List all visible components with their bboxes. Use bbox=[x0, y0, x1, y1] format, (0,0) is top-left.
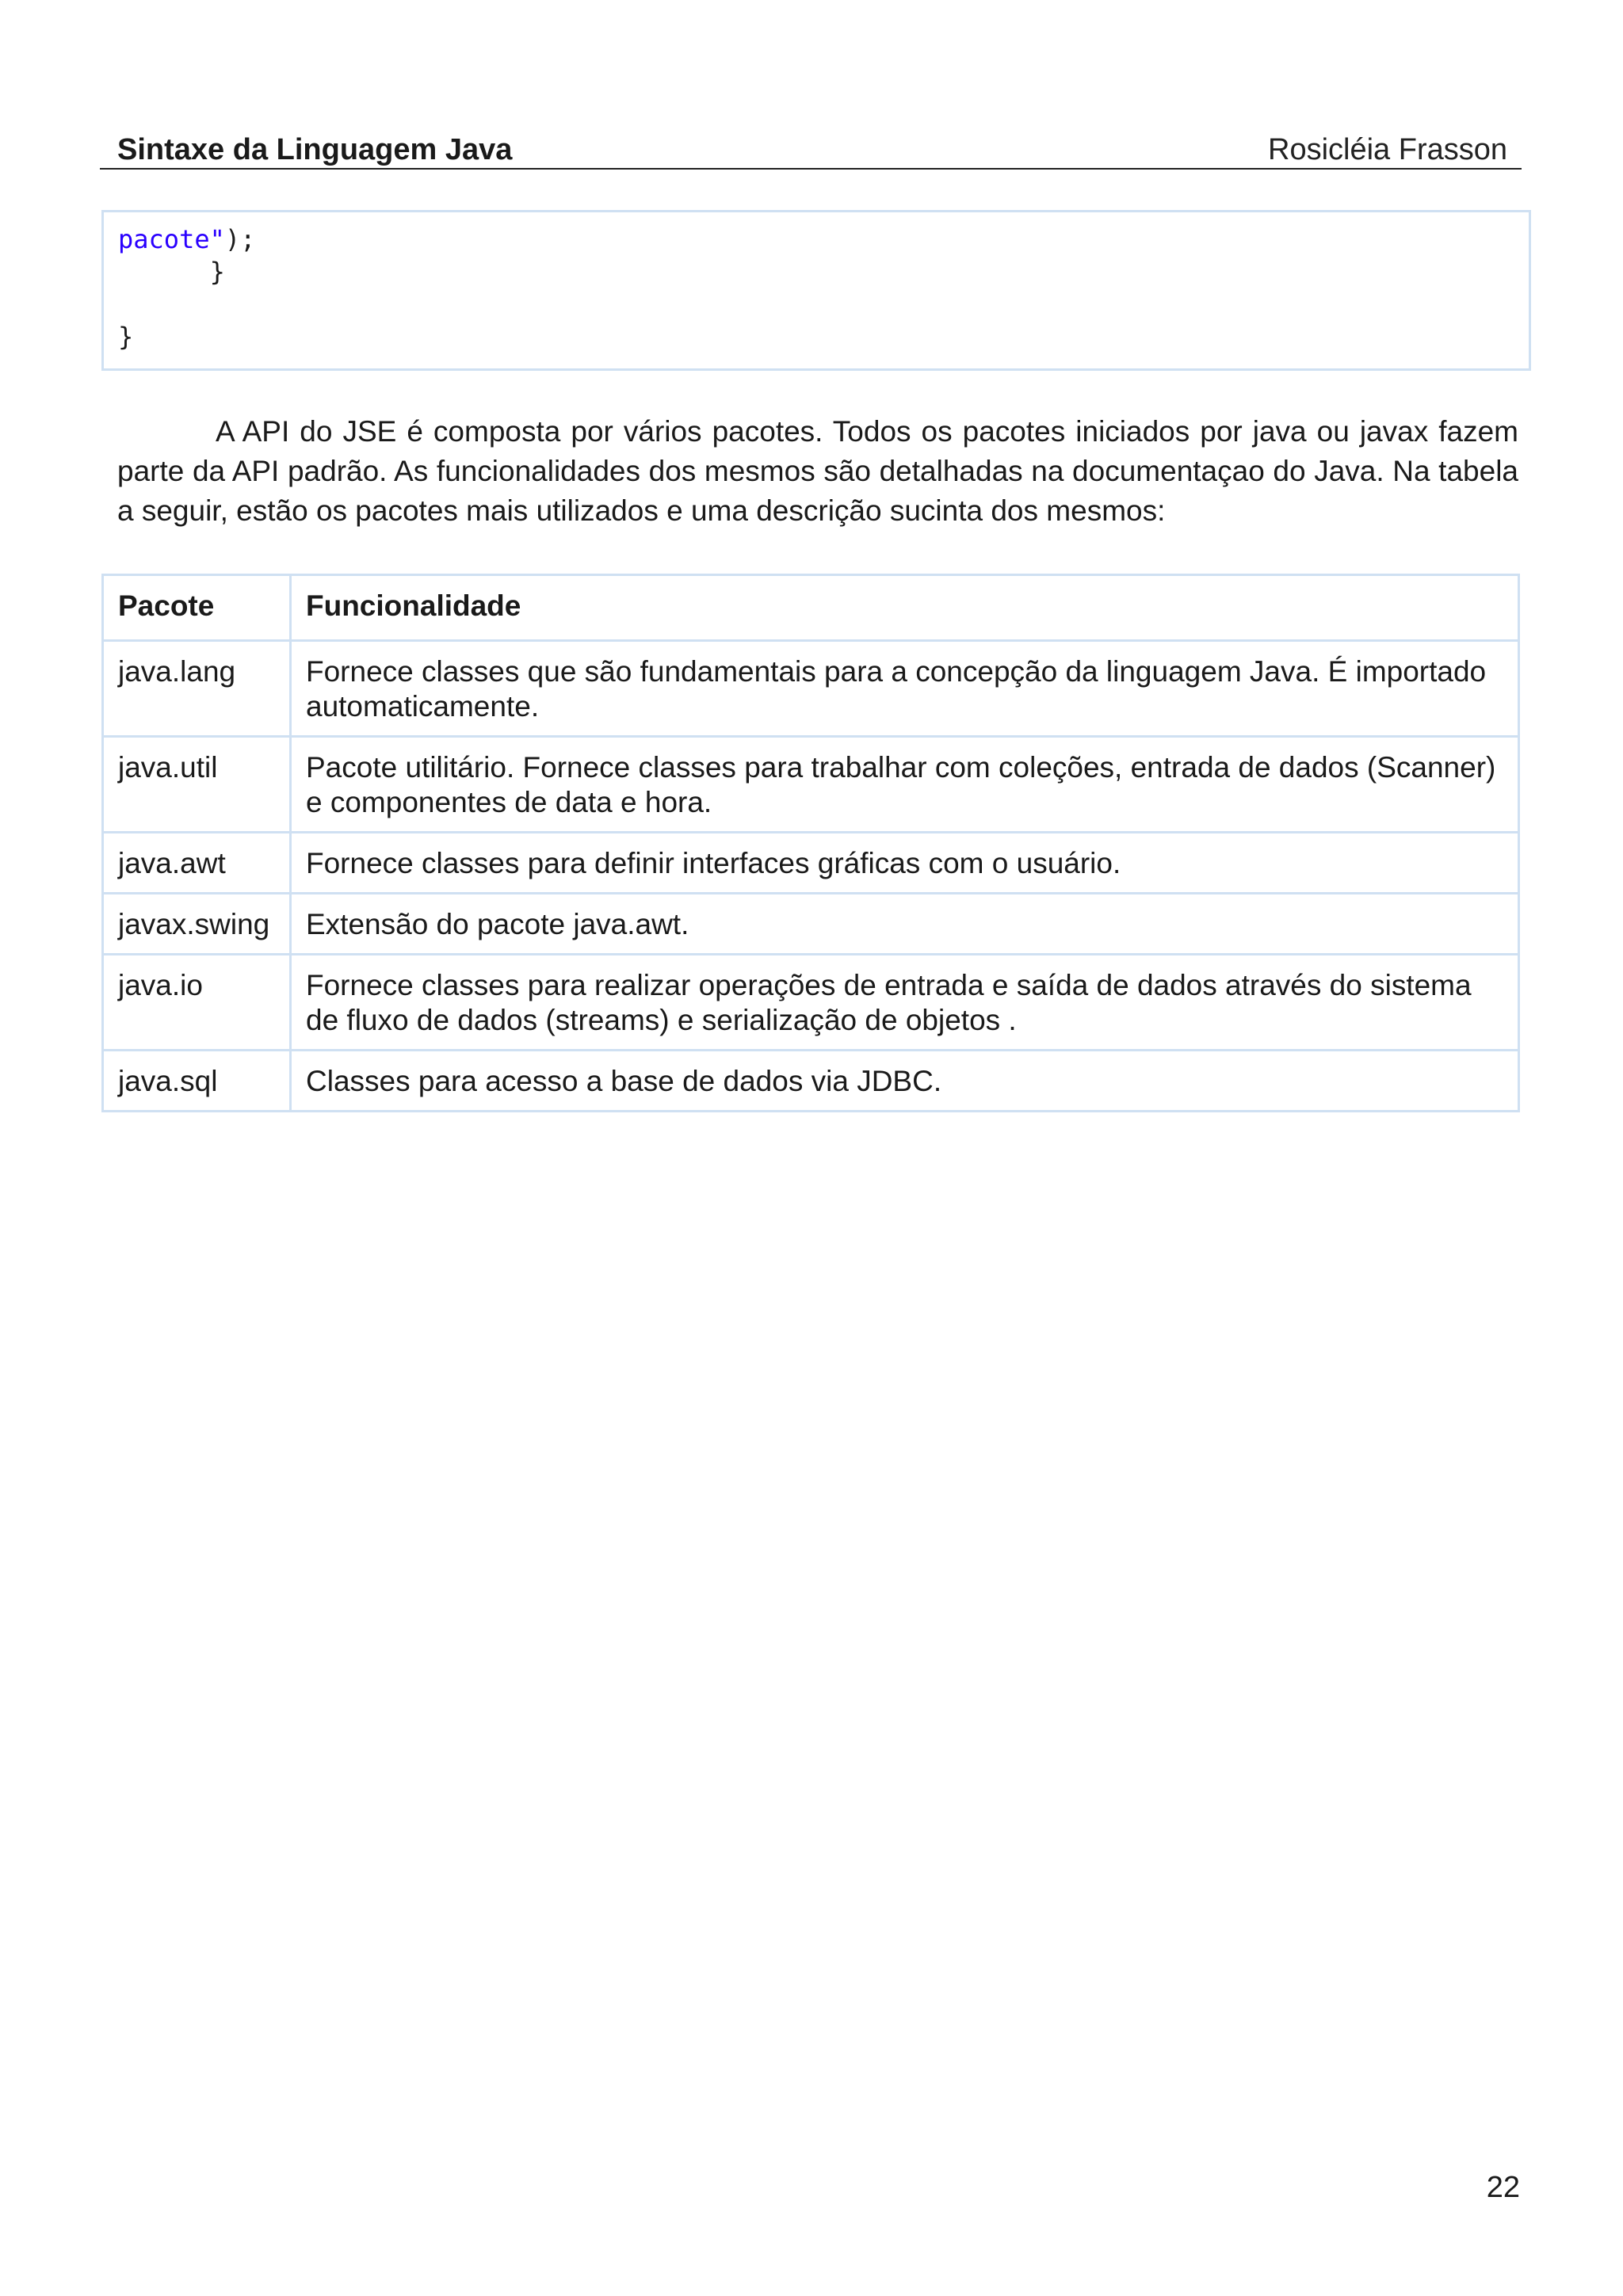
package-name: java.lang bbox=[103, 641, 291, 737]
table-header-row bbox=[103, 575, 1519, 641]
package-name: java.sql bbox=[103, 1051, 291, 1112]
code-line-4: } bbox=[118, 322, 134, 352]
table-row bbox=[103, 955, 1519, 1051]
code-string-literal: pacote" bbox=[118, 224, 225, 254]
package-description: Fornece classes para realizar operações de entrada e saída de dados através do sistema de fluxo de dados (streams) e serialização de objetos . bbox=[291, 955, 1519, 1051]
column-header-funcionalidade: Funcionalidade bbox=[291, 575, 1519, 641]
code-line-2: } bbox=[118, 257, 225, 287]
column-header-pacote: Pacote bbox=[103, 575, 291, 641]
page-header bbox=[100, 132, 1522, 170]
package-description: Pacote utilitário. Fornece classes para trabalhar com coleções, entrada de dados (Scanner) e componentes de data e hora. bbox=[291, 737, 1519, 833]
code-snippet bbox=[101, 210, 1531, 371]
package-name: javax.swing bbox=[103, 894, 291, 955]
page-number: 22 bbox=[1486, 2171, 1520, 2204]
intro-paragraph: A API do JSE é composta por vários pacotes. Todos os pacotes iniciados por java ou javax fazem parte da API padrão. As funcionalidades dos mesmos são detalhadas na documentaçao do Java. Na tabela a seguir, estão os pacotes mais utilizados e uma descrição sucinta dos mesmos: bbox=[117, 415, 1518, 527]
table-row bbox=[103, 894, 1519, 955]
table-row bbox=[103, 833, 1519, 894]
package-description: Fornece classes que são fundamentais para a concepção da linguagem Java. É importado automaticamente. bbox=[291, 641, 1519, 737]
package-description: Extensão do pacote java.awt. bbox=[291, 894, 1519, 955]
table-row bbox=[103, 1051, 1519, 1112]
document-title: Sintaxe da Linguagem Java bbox=[117, 133, 513, 166]
code-text bbox=[118, 223, 255, 353]
table-row bbox=[103, 737, 1519, 833]
package-name: java.awt bbox=[103, 833, 291, 894]
table-row bbox=[103, 641, 1519, 737]
packages-table bbox=[101, 574, 1520, 1112]
package-name: java.util bbox=[103, 737, 291, 833]
package-description: Classes para acesso a base de dados via JDBC. bbox=[291, 1051, 1519, 1112]
package-name: java.io bbox=[103, 955, 291, 1051]
author-name: Rosicléia Frasson bbox=[1268, 133, 1507, 166]
package-description: Fornece classes para definir interfaces gráficas com o usuário. bbox=[291, 833, 1519, 894]
code-line-1-rest: ); bbox=[224, 224, 256, 254]
